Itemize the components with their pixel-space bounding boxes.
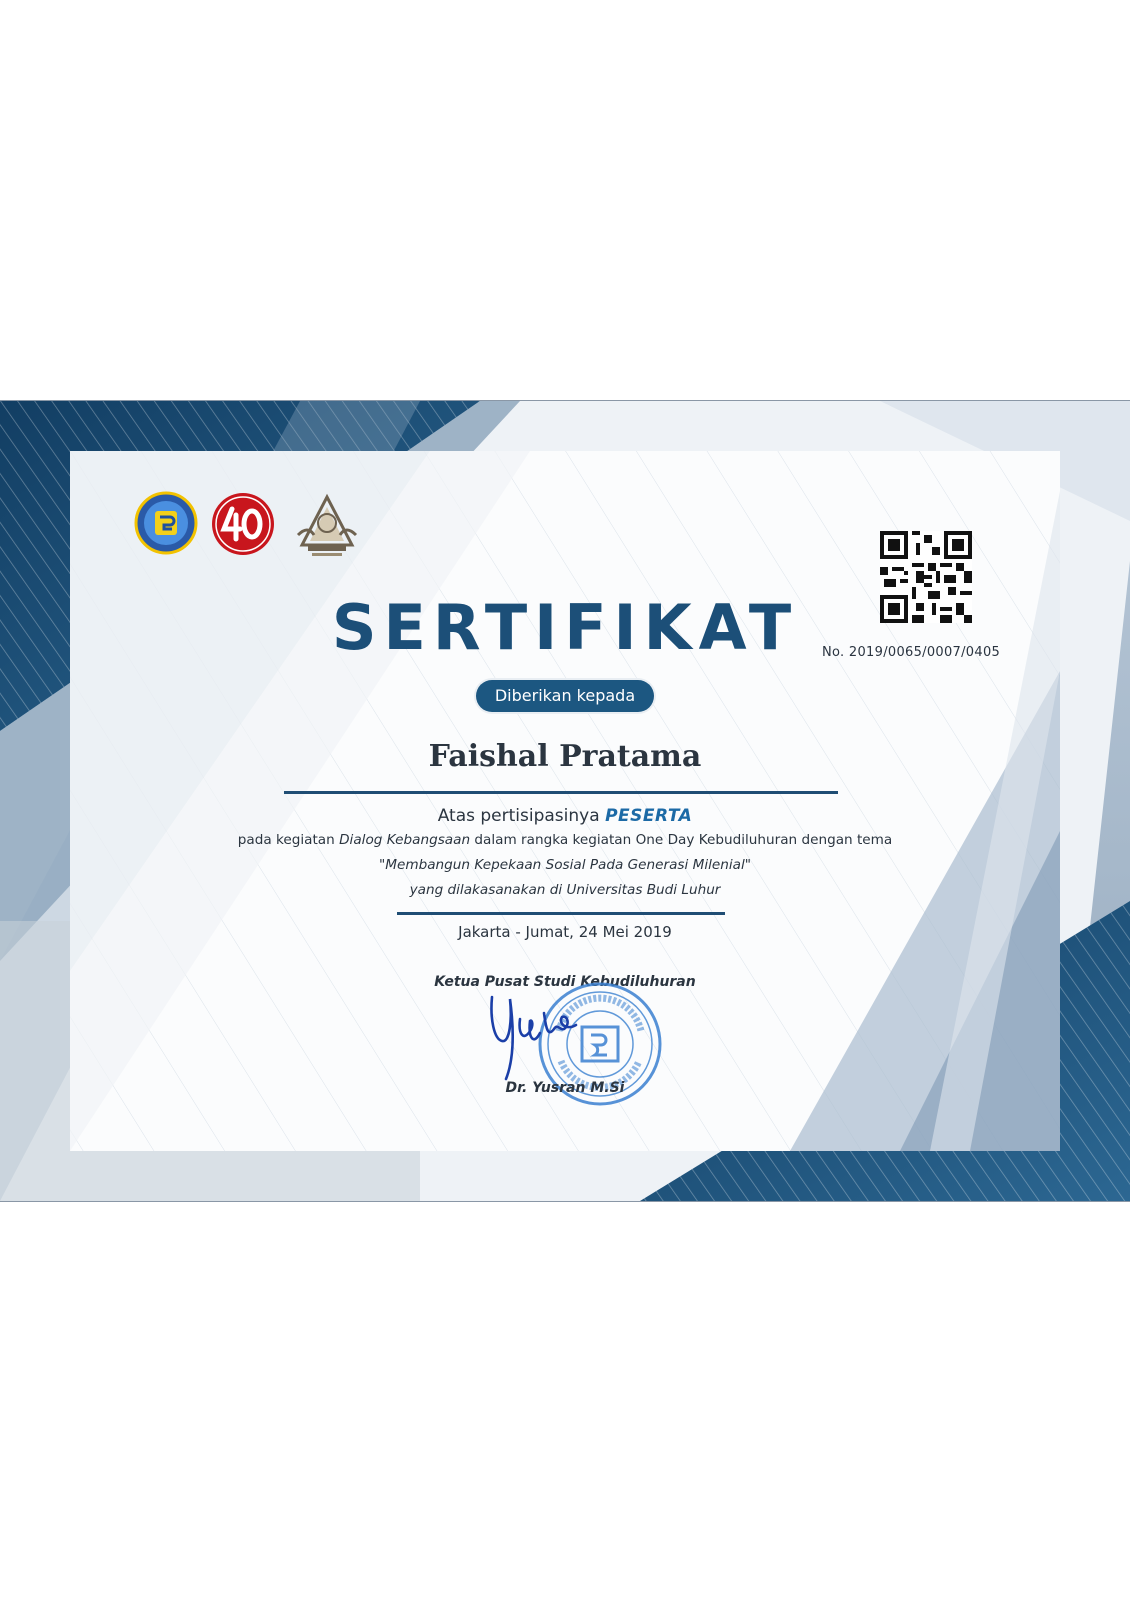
theme-line: "Membangun Kepekaan Sosial Pada Generasi Milenial" — [378, 857, 751, 873]
activity-prefix: pada kegiatan — [237, 832, 335, 848]
university-logo — [134, 491, 198, 555]
activity-line — [130, 829, 1000, 851]
signature — [484, 979, 614, 1089]
signatory-name: Dr. Yusran M.Si — [505, 1080, 625, 1096]
activity-suffix: dalam rangka kegiatan One Day Kebudiluhuran dengan tema — [474, 832, 893, 848]
anniversary-40-logo — [210, 491, 276, 557]
participation-role: PESERTA — [605, 806, 693, 826]
awarded-to-badge: Diberikan kepada — [476, 680, 654, 712]
name-underline — [284, 791, 838, 794]
certificate — [0, 400, 1130, 1202]
signatory-title: Ketua Pusat Studi Kebudiluhuran — [434, 974, 696, 990]
participation-line — [286, 803, 844, 829]
recipient-name: Faishal Pratama — [428, 739, 702, 774]
qr-code — [880, 531, 972, 623]
studies-center-emblem — [292, 491, 362, 561]
certificate-title: SERTIFIKAT — [331, 591, 799, 664]
venue-underline — [397, 912, 725, 915]
date-line: Jakarta - Jumat, 24 Mei 2019 — [458, 923, 672, 941]
activity-name: Dialog Kebangsaan — [339, 832, 471, 848]
venue-line: yang dilakasanakan di Universitas Budi Luhur — [409, 882, 721, 898]
certificate-number: No. 2019/0065/0007/0405 — [822, 645, 1001, 660]
participation-prefix: Atas pertisipasinya — [437, 806, 600, 826]
